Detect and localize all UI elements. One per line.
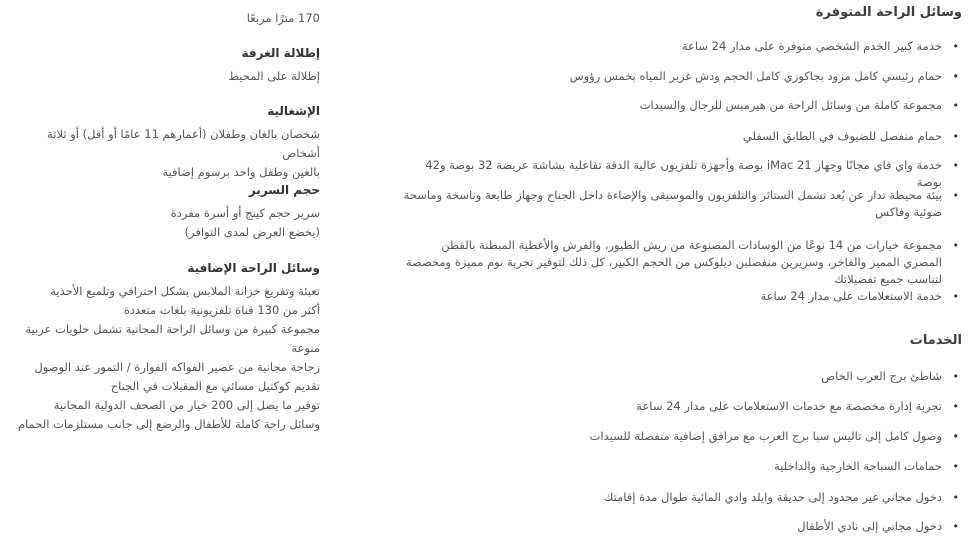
extra-amenity-line: تقديم كوكتيل مسائي مع المقبلات في الجناح xyxy=(110,379,320,393)
service-item: • تجربة إدارة مخصصة مع خدمات الاستعلامات على مدار 24 ساعة xyxy=(400,398,962,415)
room-view-title: إطلالة الغرفة xyxy=(241,46,320,60)
room-size-block xyxy=(14,9,320,28)
room-view-block xyxy=(14,44,320,86)
amenities-section xyxy=(400,0,962,303)
amenity-item: • خدمة كبير الخدم الشخصي متوفرة على مدار 24 ساعة xyxy=(400,38,962,55)
service-item: • حمامات السباحة الخارجية والداخلية xyxy=(400,458,962,475)
extra-amenity-line: زجاجة مجانية من عصير الفواكه الفوارة / التمور عند الوصول xyxy=(34,360,320,374)
bed-size-title: حجم السرير xyxy=(248,183,320,197)
room-size-value: 170 مترًا مربعًا xyxy=(246,11,320,25)
amenity-item: • خدمة الاستعلامات على مدار 24 ساعة xyxy=(400,288,962,305)
extra-amenity-line: وسائل راحة كاملة للأطفال والرضع إلى جانب مستلزمات الحمام xyxy=(18,417,320,431)
amenity-item: • حمام رئيسي كامل مزود بجاكوزي كامل الحجم ودش غزير المياه بخمس رؤوس xyxy=(400,68,962,85)
extra-amenities-block xyxy=(14,259,320,434)
amenity-item: • بيئة محيطة تدار عن بُعد تشمل الستائر والتلفزيون والموسيقى والإضاءة داخل الجناح وجهاز طابعة وناسخة وماسحة ضوئية وفاكس xyxy=(400,187,962,221)
extra-amenity-line: تعبئة وتفريغ خزانة الملابس بشكل احترافي وتلميع الأحذية xyxy=(50,284,320,298)
amenity-item: • خدمة واي فاي مجانًا وجهاز iMac 21 بوصة وأجهزة تلفزيون عالية الدقة تفاعلية بشاشة عريضة 32 بوصة و42 بوصة xyxy=(400,157,962,191)
bed-size-block xyxy=(14,181,320,242)
extra-amenity-line: توفير ما يصل إلى 200 خيار من الصحف الدولية المجانية xyxy=(53,398,320,412)
amenity-item: • حمام منفصل للضيوف في الطابق السفلي xyxy=(400,128,962,145)
extra-amenity-line: أكثر من 130 قناة تلفزيونية بلغات متعددة xyxy=(123,303,320,317)
extra-amenity-line: منوعة xyxy=(291,341,320,355)
bed-size-line: (يخضع العرض لمدى التوافر) xyxy=(184,225,320,239)
service-item: • شاطئ برج العرب الخاص xyxy=(400,368,962,385)
service-item: • دخول مجاني إلى نادي الأطفال xyxy=(400,518,962,535)
extra-amenities-title: وسائل الراحة الإضافية xyxy=(187,261,320,275)
services-title: الخدمات xyxy=(909,333,962,348)
services-section xyxy=(400,328,962,533)
service-item: • دخول مجاني غير محدود إلى حديقة وايلد وادي المائية طوال مدة إقامتك xyxy=(400,489,962,506)
occupancy-line: بالغين وطفل واحد برسوم إضافية xyxy=(162,165,320,179)
amenities-title: وسائل الراحة المتوفرة xyxy=(815,5,962,20)
amenity-item: • مجموعة خيارات من 14 نوعًا من الوسادات المصنوعة من ريش الطيور، والفرش والأغطية المبطنة بالقطن المصري المميز والفاخر، وسريرين منفصلين ديلوكس من الحجم الكبير، كل ذلك لتوفير تجربة نوم مميزة ومخصصة لتناسب جميع تفضيلاتك xyxy=(400,237,962,288)
service-item: • وصول كامل إلى تاليس سبا برج العرب مع مرافق إضافية منفصلة للسيدات xyxy=(400,428,962,445)
occupancy-block xyxy=(14,102,320,182)
occupancy-line: شخصان بالغان وطفلان (أعمارهم 11 عامًا أو أقل) أو ثلاثة أشخاص xyxy=(47,127,320,160)
occupancy-title: الإشغالية xyxy=(267,104,320,118)
room-view-value: إطلالة على المحيط xyxy=(228,69,320,83)
amenity-item: • مجموعة كاملة من وسائل الراحة من هيرميس للرجال والسيدات xyxy=(400,97,962,114)
extra-amenity-line: مجموعة كبيرة من وسائل الراحة المجانية تشمل حلويات عربية xyxy=(25,322,320,336)
bed-size-line: سرير حجم كينج أو أسرة مفردة xyxy=(170,206,320,220)
